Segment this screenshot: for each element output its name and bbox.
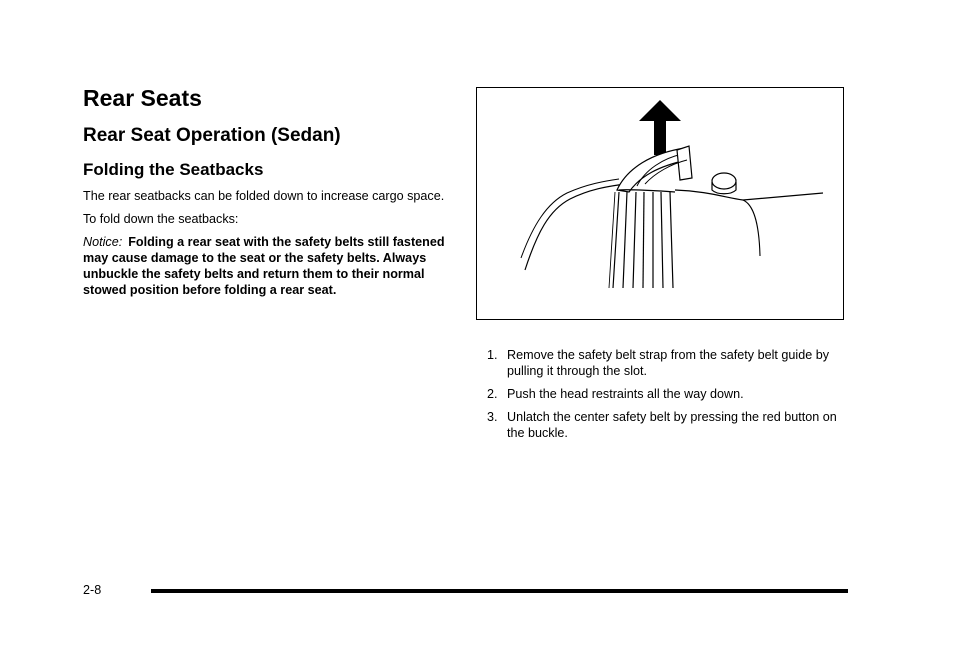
- page-number: 2-8: [83, 583, 102, 597]
- footer-rule: [151, 589, 848, 593]
- notice-label: Notice:: [83, 235, 123, 249]
- notice-text: Folding a rear seat with the safety belts still fastened may cause damage to the seat or the safety belts. Always unbuckle the safety belts and return them to their normal stowed position before folding a rear seat.: [83, 235, 445, 297]
- page-title: Rear Seats: [83, 85, 202, 111]
- step-number: 3.: [487, 410, 498, 424]
- seat-figure: [476, 87, 844, 320]
- step-item: [487, 386, 847, 402]
- notice-paragraph: [83, 234, 445, 298]
- step-number: 1.: [487, 348, 498, 362]
- seat-illustration: [477, 88, 845, 321]
- step-text: Remove the safety belt strap from the safety belt guide by pulling it through the slot.: [507, 348, 830, 378]
- step-item: [487, 347, 847, 379]
- step-item: [487, 409, 847, 441]
- left-column: [83, 84, 445, 298]
- lead-paragraph: To fold down the seatbacks:: [83, 212, 239, 226]
- up-arrow-icon: [639, 100, 681, 155]
- step-text: Push the head restraints all the way down.: [507, 387, 744, 401]
- step-text: Unlatch the center safety belt by pressing the red button on the buckle.: [507, 410, 837, 440]
- subsection-heading: Folding the Seatbacks: [83, 160, 264, 179]
- section-heading: Rear Seat Operation (Sedan): [83, 125, 341, 146]
- instruction-steps: [487, 347, 847, 448]
- intro-paragraph: The rear seatbacks can be folded down to increase cargo space.: [83, 189, 445, 203]
- step-number: 2.: [487, 387, 498, 401]
